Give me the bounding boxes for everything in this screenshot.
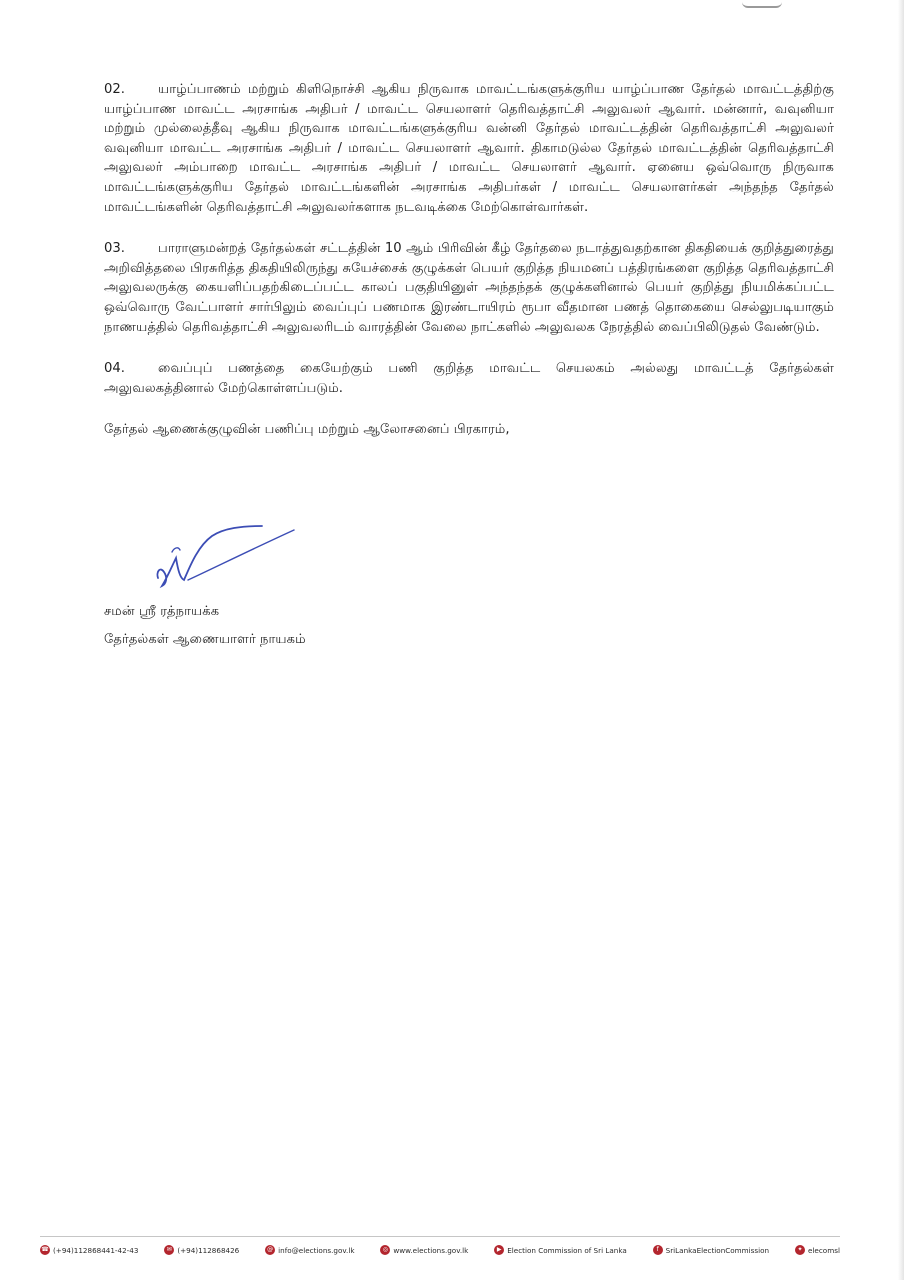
signature-block xyxy=(104,598,306,654)
paragraph-04 xyxy=(104,359,834,398)
paragraph-text: யாழ்ப்பாணம் மற்றும் கிளிநொச்சி ஆகிய நிருவாக மாவட்டங்களுக்குரிய யாழ்ப்பாண தேர்தல் மாவட்டத்திற்கு யாழ்ப்பாண மாவட்ட அரசாங்க அதிபர் / மாவட்ட செயலாளர் தெரிவத்தாட்சி அலுவலர் ஆவார். மன்னார், வவுனியா மற்றும் முல்லைத்தீவு ஆகிய நிருவாக மாவட்டங்களுக்குரிய வன்னி தேர்தல் மாவட்டத்தின் தெரிவத்தாட்சி அலுவலர் வவுனியா மாவட்ட அரசாங்க அதிபர் / மாவட்ட செயலாளர் ஆவார். திகாமடுல்ல தேர்தல் மாவட்டத்தின் தெரிவத்தாட்சி அலுவலர் அம்பாறை மாவட்ட அரசாங்க அதிபர் / மாவட்ட செயலாளர் ஆவார். ஏனைய ஒவ்வொரு நிருவாக மாவட்டங்களுக்குரிய தேர்தல் மாவட்டங்களின் அரசாங்க அதிபர்கள் / மாவட்ட செயலாளர்கள் அந்தந்த தேர்தல் மாவட்டங்களின் தெரிவத்தாட்சி அலுவலர்களாக நடவடிக்கை மேற்கொள்வார்கள். xyxy=(104,82,834,215)
letter-body xyxy=(104,80,834,440)
contact-footer xyxy=(40,1236,840,1255)
phone-icon: ☎ xyxy=(41,1246,49,1253)
paragraph-text: வைப்புப் பணத்தை கையேற்கும் பணி குறித்த மாவட்ட செயலகம் அல்லது மாவட்டத் தேர்தல்கள் அலுவலகத்தினால் மேற்கொள்ளப்படும். xyxy=(104,361,834,396)
paragraph-02 xyxy=(104,80,834,217)
paragraph-number: 02. xyxy=(104,82,125,97)
paragraph-text: பாராளுமன்றத் தேர்தல்கள் சட்டத்தின் 10 ஆம் பிரிவின் கீழ் தேர்தலை நடாத்துவதற்கான திகதியைக் குறித்துரைத்து அறிவித்தலை பிரசுரித்த திகதியிலிருந்து சுயேச்சைக் குழுக்கள் பெயர் குறித்த நியமனப் பத்திரங்களை குறித்த தெரிவத்தாட்சி அலுவலருக்கு கையளிப்பதற்கிடைப்பட்ட காலப் பகுதியினுள் அந்தந்தக் குழுக்களினால் பெயர் குறித்து நியமிக்கப்பட்ட ஒவ்வொரு வேட்பாளர் சார்பிலும் வைப்புப் பணமாக இரண்டாயிரம் ரூபா வீதமான பணத் தொகையை செல்லுபடியாகும் நாணயத்தில் தெரிவத்தாட்சி அலுவலரிடம் வாரத்தின் வேலை நாட்களில் அலுவலக நேரத்தில் வைப்பிலிடுதல் வேண்டும். xyxy=(104,241,834,335)
footer-facebook[interactable] xyxy=(653,1245,769,1255)
page-edge-shadow xyxy=(898,0,904,1280)
footer-fax[interactable] xyxy=(164,1245,239,1255)
footer-text: SriLankaElectionCommission xyxy=(665,1245,770,1255)
footer-text: Election Commission of Sri Lanka xyxy=(507,1245,627,1255)
footer-phone[interactable] xyxy=(40,1245,138,1255)
footer-twitter[interactable] xyxy=(795,1245,840,1255)
footer-website[interactable] xyxy=(380,1245,468,1255)
footer-youtube[interactable] xyxy=(494,1245,627,1255)
footer-text: (+94)112868426 xyxy=(177,1245,240,1255)
email-icon: @ xyxy=(267,1246,274,1253)
youtube-icon: ▶ xyxy=(494,1245,504,1255)
signatory-name: சமன் ஸ்ரீ ரத்நாயக்க xyxy=(104,604,220,619)
fax-icon: ✉ xyxy=(164,1245,174,1255)
signatory-title: தேர்தல்கள் ஆணையாளர் நாயகம் xyxy=(104,632,306,647)
paragraph-number: 03. xyxy=(104,241,125,257)
paragraph-number: 04. xyxy=(104,361,125,377)
handwritten-signature xyxy=(150,518,300,596)
paragraph-03 xyxy=(104,239,834,337)
web-icon: ◎ xyxy=(380,1245,390,1255)
footer-text: (+94)112868441-42-43 xyxy=(53,1245,139,1255)
scan-mark xyxy=(742,0,782,8)
facebook-icon: f xyxy=(653,1245,663,1255)
twitter-icon: ✦ xyxy=(795,1245,805,1255)
footer-text: info@elections.gov.lk xyxy=(278,1245,355,1255)
footer-text: www.elections.gov.lk xyxy=(393,1245,469,1255)
footer-email[interactable] xyxy=(265,1245,354,1255)
footer-text: elecomsl xyxy=(808,1245,840,1255)
closing-line: தேர்தல் ஆணைக்குழுவின் பணிப்பு மற்றும் ஆலோசனைப் பிரகாரம், xyxy=(104,422,510,438)
